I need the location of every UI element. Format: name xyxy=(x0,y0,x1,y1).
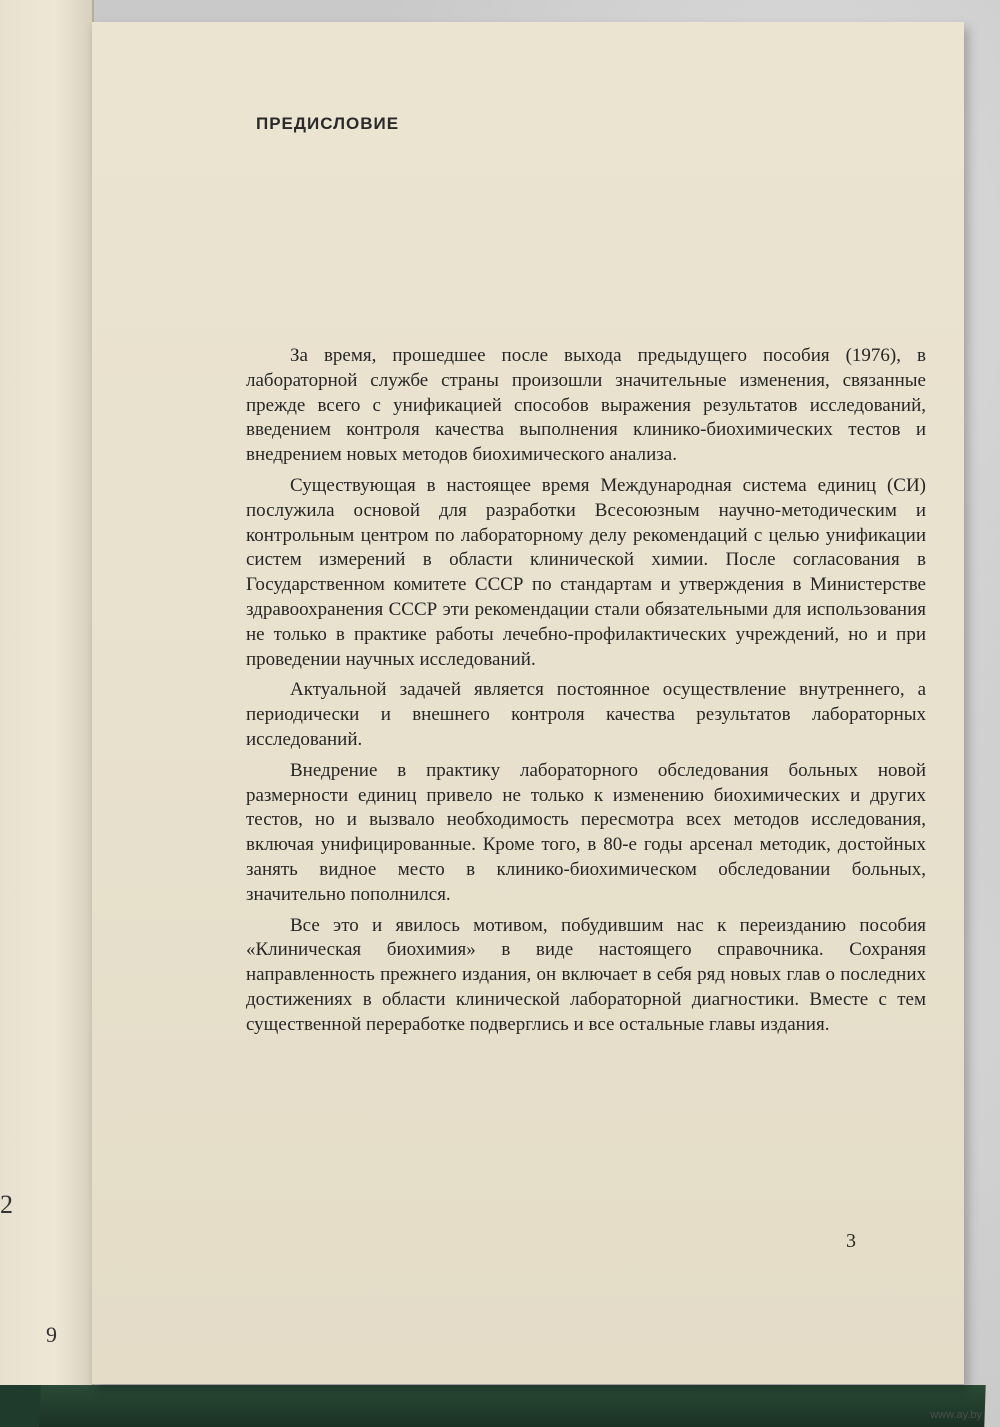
book-cover-bottom xyxy=(39,1385,985,1427)
previous-page-edge-text: 2 xyxy=(0,1190,13,1219)
watermark: www.ay.by xyxy=(930,1409,982,1421)
preface-text xyxy=(246,344,926,1038)
paragraph-2: Существующая в настоящее время Международная система единиц (СИ) послужила основой для разработки Всесоюзным научно-методическим и контрольным центром по лабораторному делу рекомендаций с целью унификации систем измерений в области клинической химии. После согласования в Государственном комитете СССР по стандартам и утверждения в Министерстве здравоохранения СССР эти рекомендации стали обязательными для использования не только в практике работы лечебно-профилактических учреждений, но и при проведении научных исследований. xyxy=(246,474,926,670)
page-title: ПРЕДИСЛОВИЕ xyxy=(256,114,400,133)
paragraph-5: Все это и явилось мотивом, побудившим нас к переизданию пособия «Клиническая биохимия» в виде настоящего справочника. Сохраняя направленность прежнего издания, он включает в себя ряд новых глав о последних достижениях в области клинической лабораторной диагностики. Вместе с тем существенной переработке подверглись и все остальные главы издания. xyxy=(246,914,926,1035)
page-number: 3 xyxy=(846,1230,856,1252)
paragraph-1: За время, прошедшее после выхода предыдущего пособия (1976), в лабораторной службе страны произошли значительные изменения, связанные прежде всего с унификацией способов выражения результатов исследований, введением контроля качества выполнения клинико-биохимических тестов и внедрением новых методов биохимического анализа. xyxy=(246,345,926,466)
book-page xyxy=(92,22,964,1384)
previous-page-number: 9 xyxy=(46,1322,57,1347)
paragraph-4: Внедрение в практику лабораторного обследования больных новой размерности единиц привело не только к изменению биохимических и других тестов, но и вызвало необходимость пересмотра всех методов исследования, включая унифицированные. Кроме того, в 80-е годы арсенал методик, достойных занять видное место в клинико-биохимическом обследовании больных, значительно пополнился. xyxy=(246,759,926,905)
paragraph-3: Актуальной задачей является постоянное осуществление внутреннего, а периодически и внешнего контроля качества результатов лабораторных исследований. xyxy=(246,679,926,750)
previous-page xyxy=(0,0,94,1385)
